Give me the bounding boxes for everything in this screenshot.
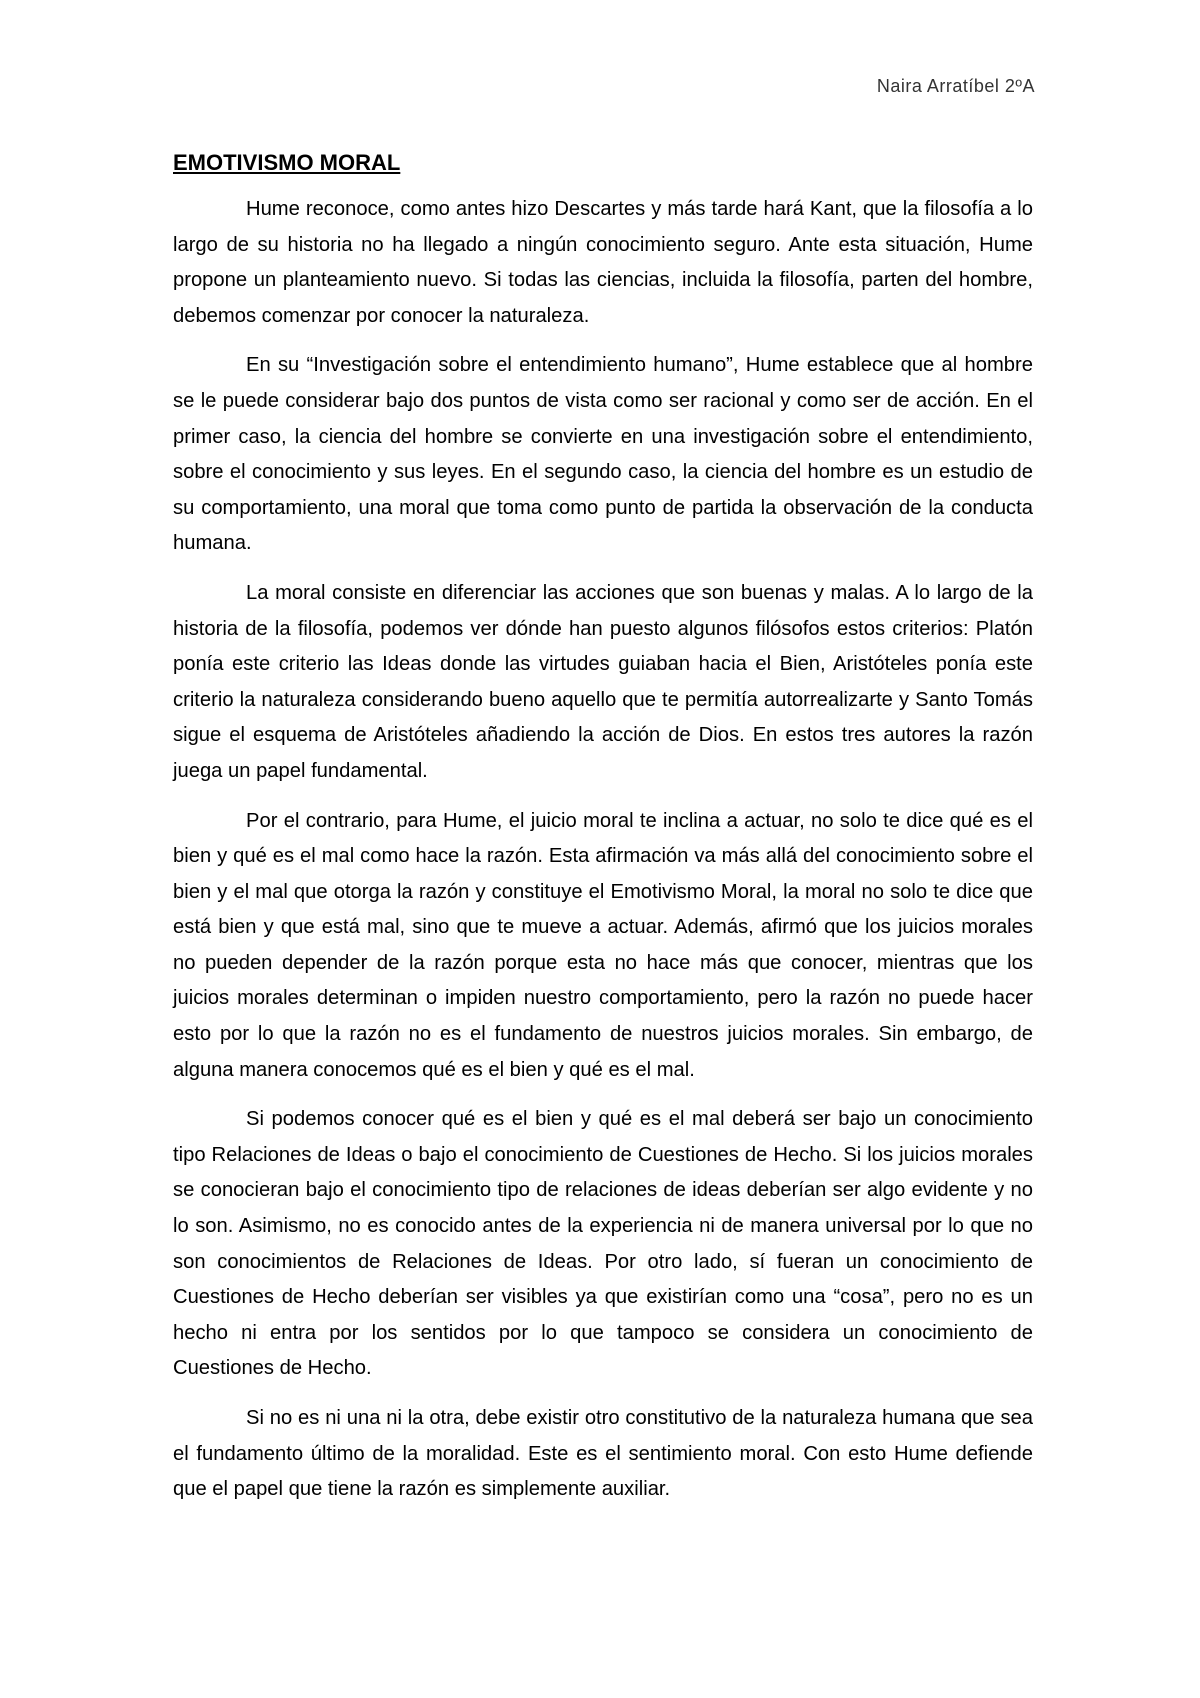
paragraph-3: La moral consiste en diferenciar las acciones que son buenas y malas. A lo largo de la historia de la filosofía, podemos ver dónde han puesto algunos filósofos estos criterios: Platón ponía este criterio las Ideas donde las virtudes guiaban hacia el Bien, Aristóteles ponía este criterio la naturaleza considerando bueno aquello que te permitía autorrealizarte y Santo Tomás sigue el esquema de Aristóteles añadiendo la acción de Dios. En estos tres autores la razón juega un papel fundamental. bbox=[173, 581, 1033, 782]
document-body bbox=[173, 148, 1033, 1522]
document-title: EMOTIVISMO MORAL bbox=[173, 150, 401, 175]
paragraph-4: Por el contrario, para Hume, el juicio moral te inclina a actuar, no solo te dice qué es el bien y qué es el mal como hace la razón. Esta afirmación va más allá del conocimiento sobre el bien y el mal que otorga la razón y constituye el Emotivismo Moral, la moral no solo te dice que está bien y que está mal, sino que te mueve a actuar. Además, afirmó que los juicios morales no pueden depender de la razón porque esta no hace más que conocer, mientras que los juicios morales determinan o impiden nuestro comportamiento, pero la razón no puede hacer esto por lo que la razón no es el fundamento de nuestros juicios morales. Sin embargo, de alguna manera conocemos qué es el bien y qué es el mal. bbox=[173, 809, 1033, 1081]
paragraph-2: En su “Investigación sobre el entendimiento humano”, Hume establece que al hombre se le puede considerar bajo dos puntos de vista como ser racional y como ser de acción. En el primer caso, la ciencia del hombre se convierte en una investigación sobre el entendimiento, sobre el conocimiento y sus leyes. En el segundo caso, la ciencia del hombre es un estudio de su comportamiento, una moral que toma como punto de partida la observación de la conducta humana. bbox=[173, 354, 1033, 555]
header-author: Naira Arratíbel 2ºA bbox=[876, 76, 1035, 96]
paragraph-6: Si no es ni una ni la otra, debe existir otro constitutivo de la naturaleza humana que sea el fundamento último de la moralidad. Este es el sentimiento moral. Con esto Hume defiende que el papel que tiene la razón es simplemente auxiliar. bbox=[173, 1407, 1033, 1501]
paragraph-5: Si podemos conocer qué es el bien y qué es el mal deberá ser bajo un conocimiento tipo Relaciones de Ideas o bajo el conocimiento de Cuestiones de Hecho. Si los juicios morales se conocieran bajo el conocimiento tipo de relaciones de ideas deberían ser algo evidente y no lo son. Asimismo, no es conocido antes de la experiencia ni de manera universal por lo que no son conocimientos de Relaciones de Ideas. Por otro lado, sí fueran un conocimiento de Cuestiones de Hecho deberían ser visibles ya que existirían como una “cosa”, pero no es un hecho ni entra por los sentidos por lo que tampoco se considera un conocimiento de Cuestiones de Hecho. bbox=[173, 1108, 1033, 1380]
paragraph-1: Hume reconoce, como antes hizo Descartes y más tarde hará Kant, que la filosofía a lo largo de su historia no ha llegado a ningún conocimiento seguro. Ante esta situación, Hume propone un planteamiento nuevo. Si todas las ciencias, incluida la filosofía, parten del hombre, debemos comenzar por conocer la naturaleza. bbox=[173, 198, 1033, 327]
